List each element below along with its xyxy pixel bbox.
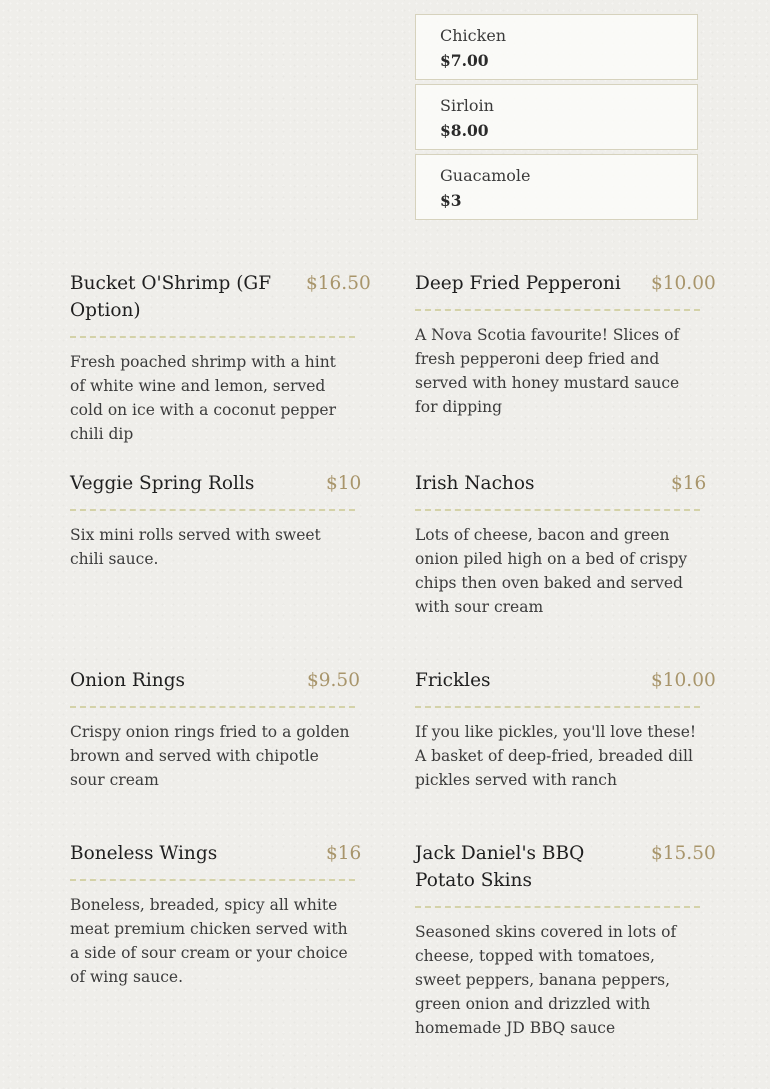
- menu-item-price: $10.00: [651, 670, 716, 691]
- menu-item-title: Veggie Spring Rolls: [70, 473, 255, 494]
- option-price: $7.00: [440, 51, 489, 70]
- menu-item-price: $16.50: [306, 273, 371, 294]
- menu-item-price: $10: [326, 473, 362, 494]
- option-name: Guacamole: [440, 166, 531, 185]
- menu-item-title: Frickles: [415, 670, 491, 691]
- menu-item-price: $16: [326, 843, 362, 864]
- menu-item-price: $16: [671, 473, 707, 494]
- menu-item-description: A Nova Scotia favourite! Slices of fresh pepperoni deep fried and served with honey mustard sauce for dipping: [415, 326, 680, 416]
- menu-item-title: Jack Daniel's BBQ Potato Skins: [415, 843, 585, 891]
- dashed-divider: [415, 509, 700, 511]
- option-name: Chicken: [440, 26, 507, 45]
- dashed-divider: [415, 706, 700, 708]
- menu-item-price: $15.50: [651, 843, 716, 864]
- option-name: Sirloin: [440, 96, 494, 115]
- option-chicken[interactable]: [415, 14, 698, 80]
- menu-item-title: Boneless Wings: [70, 843, 218, 864]
- option-sirloin[interactable]: [415, 84, 698, 150]
- menu-item-title: Deep Fried Pepperoni: [415, 273, 621, 294]
- dashed-divider: [70, 706, 355, 708]
- option-guacamole[interactable]: [415, 154, 698, 220]
- menu-item-description: If you like pickles, you'll love these! A basket of deep-fried, breaded dill pickles served with ranch: [415, 723, 697, 789]
- menu-item-title: Irish Nachos: [415, 473, 535, 494]
- option-price: $8.00: [440, 121, 489, 140]
- menu-item-description: Six mini rolls served with sweet chili sauce.: [70, 526, 321, 568]
- menu-item-price: $9.50: [307, 670, 360, 691]
- menu-item-description: Crispy onion rings fried to a golden brown and served with chipotle sour cream: [70, 723, 350, 789]
- menu-item-description: Fresh poached shrimp with a hint of white wine and lemon, served cold on ice with a coconut pepper chili dip: [70, 353, 336, 443]
- menu-item-price: $10.00: [651, 273, 716, 294]
- dashed-divider: [70, 879, 355, 881]
- dashed-divider: [415, 309, 700, 311]
- dashed-divider: [70, 509, 355, 511]
- menu-item-title: Bucket O'Shrimp (GF Option): [70, 273, 272, 321]
- menu-item-description: Boneless, breaded, spicy all white meat premium chicken served with a side of sour cream or your choice of wing sauce.: [70, 896, 348, 986]
- dashed-divider: [70, 336, 355, 338]
- dashed-divider: [415, 906, 700, 908]
- menu-item-description: Seasoned skins covered in lots of cheese, topped with tomatoes, sweet peppers, banana peppers, green onion and drizzled with homemade JD BBQ sauce: [415, 923, 677, 1037]
- menu-item-title: Onion Rings: [70, 670, 186, 691]
- menu-item-description: Lots of cheese, bacon and green onion piled high on a bed of crispy chips then oven baked and served with sour cream: [415, 526, 688, 616]
- option-price: $3: [440, 191, 462, 210]
